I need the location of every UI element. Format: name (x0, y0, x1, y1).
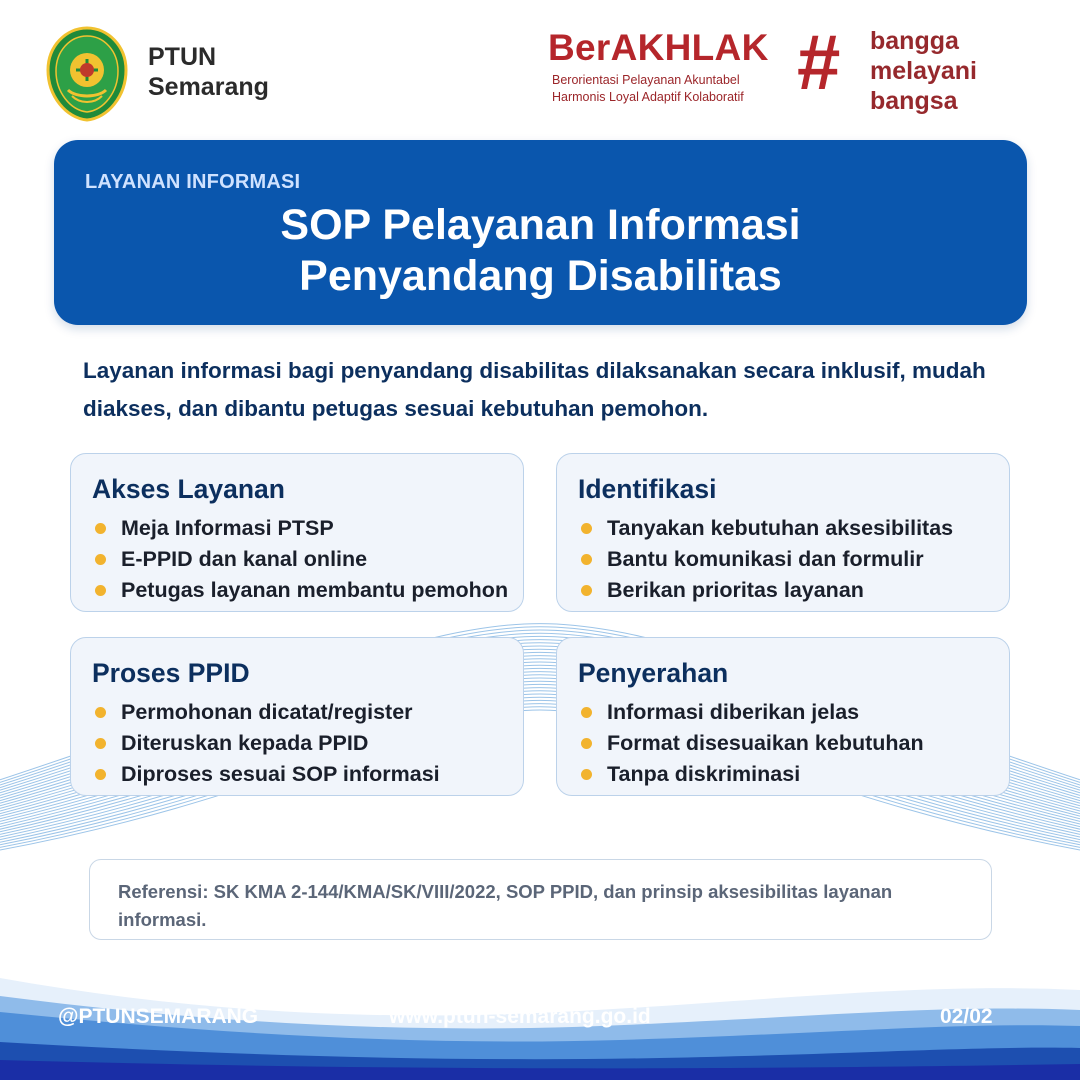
card-title: Identifikasi (578, 474, 717, 504)
tagline-line1: bangga (870, 27, 959, 55)
page-title (54, 200, 1027, 302)
list-item (581, 575, 953, 606)
bullet-dot-icon (95, 769, 106, 780)
card-list (95, 513, 508, 606)
bullet-dot-icon (95, 585, 106, 596)
list-item (581, 544, 953, 575)
berakhlak-sub-line2: Harmonis Loyal Adaptif Kolaboratif (552, 90, 744, 104)
list-item (95, 513, 508, 544)
list-item-label: Diteruskan kepada PPID (121, 731, 369, 755)
footer-handle: @PTUNSEMARANG (58, 1005, 259, 1028)
title-banner (54, 140, 1027, 325)
list-item (581, 697, 924, 728)
list-item-label: Diproses sesuai SOP informasi (121, 762, 440, 786)
bullet-dot-icon (581, 769, 592, 780)
bullet-dot-icon (95, 738, 106, 749)
reference-text: Referensi: SK KMA 2-144/KMA/SK/VIII/2022, SOP PPID, dan prinsip aksesibilitas layanan informasi. (118, 881, 893, 930)
list-item (95, 728, 440, 759)
berakhlak-sub-line1: Berorientasi Pelayanan Akuntabel (552, 73, 740, 87)
footer-website[interactable]: www.ptun-semarang.go.id (389, 1005, 651, 1028)
list-item (95, 575, 508, 606)
card-title: Penyerahan (578, 658, 729, 688)
list-item (95, 544, 508, 575)
bullet-dot-icon (581, 707, 592, 718)
tagline-line3: bangsa (870, 87, 958, 115)
card-title: Akses Layanan (92, 474, 285, 504)
list-item-label: Petugas layanan membantu pemohon (121, 578, 509, 602)
tagline-line2: melayani (870, 57, 978, 85)
bullet-dot-icon (581, 738, 592, 749)
bullet-dot-icon (95, 554, 106, 565)
bullet-dot-icon (95, 523, 106, 534)
list-item-label: Meja Informasi PTSP (121, 516, 334, 540)
berakhlak-logo (548, 27, 778, 106)
list-item-label: Informasi diberikan jelas (607, 700, 860, 724)
list-item (581, 759, 924, 790)
card-proses-ppid (70, 637, 524, 796)
ptun-logo-icon (46, 26, 128, 122)
card-list (581, 513, 953, 606)
org-name-line2: Semarang (148, 73, 269, 101)
list-item-label: Berikan prioritas layanan (607, 578, 864, 602)
list-item (581, 728, 924, 759)
card-akses-layanan (70, 453, 524, 612)
card-list (95, 697, 440, 790)
card-penyerahan (556, 637, 1010, 796)
page-title-line1: SOP Pelayanan Informasi (280, 201, 801, 249)
bullet-dot-icon (581, 585, 592, 596)
banner-kicker: LAYANAN INFORMASI (85, 171, 301, 193)
list-item (581, 513, 953, 544)
org-name-line1: PTUN (148, 43, 217, 71)
card-list (581, 697, 924, 790)
page-title-line2: Penyandang Disabilitas (299, 252, 782, 300)
list-item-label: Permohonan dicatat/register (121, 700, 413, 724)
header (0, 0, 1080, 130)
list-item-label: Tanpa diskriminasi (607, 762, 801, 786)
hashtag-icon: # (797, 18, 841, 106)
page-number: 02/02 (940, 1005, 993, 1028)
list-item-label: Tanyakan kebutuhan aksesibilitas (607, 516, 954, 540)
list-item (95, 759, 440, 790)
berakhlak-subtitle (552, 72, 778, 106)
bullet-dot-icon (95, 707, 106, 718)
org-name (148, 42, 269, 102)
tagline (870, 26, 977, 116)
berakhlak-title: BerAKHLAK (548, 27, 769, 68)
bullet-dot-icon (581, 523, 592, 534)
bullet-dot-icon (581, 554, 592, 565)
list-item (95, 697, 440, 728)
list-item-label: Bantu komunikasi dan formulir (607, 547, 924, 571)
reference-box (89, 859, 992, 940)
list-item-label: E-PPID dan kanal online (121, 547, 368, 571)
list-item-label: Format disesuaikan kebutuhan (607, 731, 924, 755)
card-title: Proses PPID (92, 658, 250, 688)
card-identifikasi (556, 453, 1010, 612)
intro-text: Layanan informasi bagi penyandang disabilitas dilaksanakan secara inklusif, mudah diakses, dan dibantu petugas sesuai kebutuhan pemohon. (83, 358, 986, 421)
